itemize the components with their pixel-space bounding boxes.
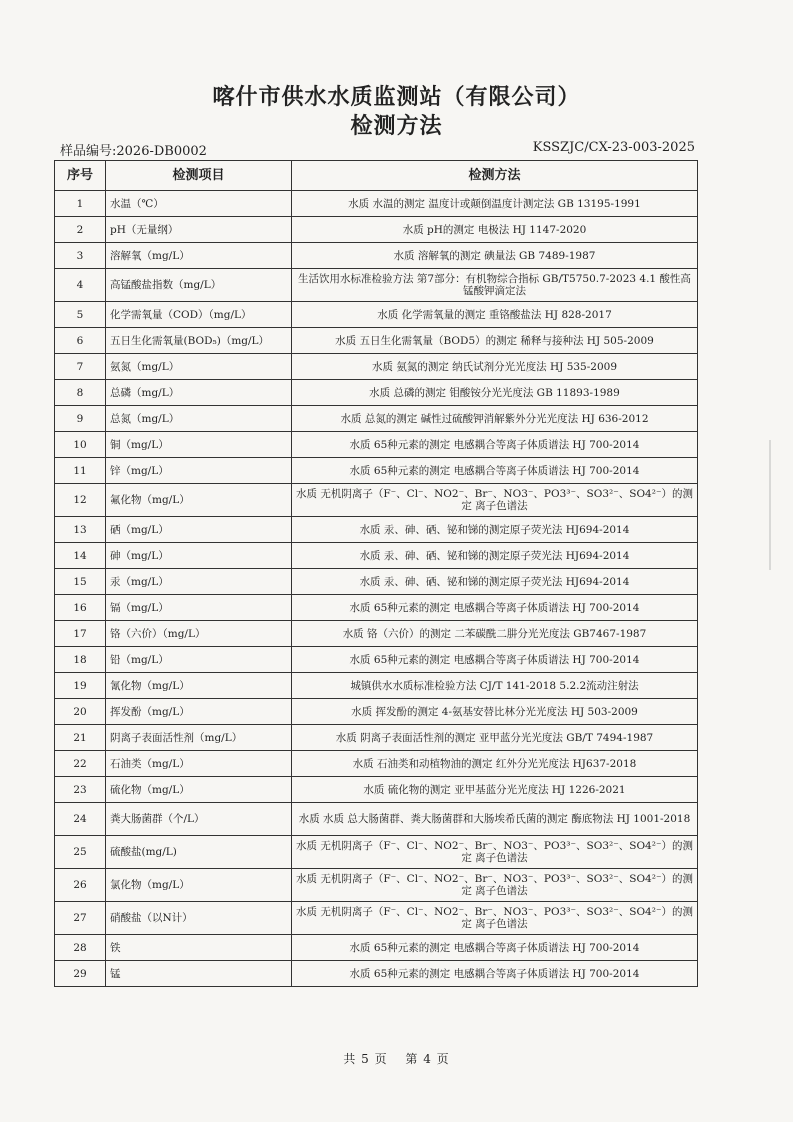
header-method: 检测方法	[292, 161, 698, 191]
row-number: 9	[55, 406, 106, 432]
table-row	[55, 458, 698, 484]
table-row	[55, 673, 698, 699]
row-number: 25	[55, 836, 106, 869]
row-method: 水质 65种元素的测定 电感耦合等离子体质谱法 HJ 700-2014	[292, 961, 698, 987]
table-row	[55, 217, 698, 243]
row-number: 15	[55, 569, 106, 595]
row-number: 18	[55, 647, 106, 673]
row-item: 总磷（mg/L）	[106, 380, 292, 406]
row-method: 城镇供水水质标准检验方法 CJ/T 141-2018 5.2.2流动注射法	[292, 673, 698, 699]
row-item: 挥发酚（mg/L）	[106, 699, 292, 725]
row-number: 3	[55, 243, 106, 269]
table-row	[55, 354, 698, 380]
row-method: 水质 氨氮的测定 纳氏试剂分光光度法 HJ 535-2009	[292, 354, 698, 380]
row-item: 铜（mg/L）	[106, 432, 292, 458]
row-number: 2	[55, 217, 106, 243]
table-row	[55, 751, 698, 777]
row-method: 水质 溶解氧的测定 碘量法 GB 7489-1987	[292, 243, 698, 269]
row-method: 水质 65种元素的测定 电感耦合等离子体质谱法 HJ 700-2014	[292, 432, 698, 458]
table-row	[55, 569, 698, 595]
table-row	[55, 543, 698, 569]
row-item: 硫化物（mg/L）	[106, 777, 292, 803]
row-method: 水质 65种元素的测定 电感耦合等离子体质谱法 HJ 700-2014	[292, 935, 698, 961]
row-method: 水质 挥发酚的测定 4-氨基安替比林分光光度法 HJ 503-2009	[292, 699, 698, 725]
table-row	[55, 269, 698, 302]
row-number: 17	[55, 621, 106, 647]
row-method: 生活饮用水标准检验方法 第7部分：有机物综合指标 GB/T5750.7-2023 4.1 酸性高锰酸钾滴定法	[292, 269, 698, 302]
row-method: 水质 铬（六价）的测定 二苯碳酰二肼分光光度法 GB7467-1987	[292, 621, 698, 647]
row-item: pH（无量纲）	[106, 217, 292, 243]
row-item: 铁	[106, 935, 292, 961]
row-item: 氯化物（mg/L）	[106, 869, 292, 902]
row-item: 高锰酸盐指数（mg/L）	[106, 269, 292, 302]
table-row	[55, 935, 698, 961]
table-row	[55, 484, 698, 517]
row-method: 水质 汞、砷、硒、铋和锑的测定原子荧光法 HJ694-2014	[292, 543, 698, 569]
row-item: 阴离子表面活性剂（mg/L）	[106, 725, 292, 751]
document-subtitle: 检测方法	[350, 113, 443, 139]
row-item: 砷（mg/L）	[106, 543, 292, 569]
row-method: 水质 化学需氧量的测定 重铬酸盐法 HJ 828-2017	[292, 302, 698, 328]
table-row	[55, 302, 698, 328]
table-row	[55, 380, 698, 406]
table-row	[55, 328, 698, 354]
row-method: 水质 水温的测定 温度计或颠倒温度计测定法 GB 13195-1991	[292, 191, 698, 217]
row-number: 20	[55, 699, 106, 725]
row-method: 水质 石油类和动植物油的测定 红外分光光度法 HJ637-2018	[292, 751, 698, 777]
row-item: 硝酸盐（以N计）	[106, 902, 292, 935]
table-row	[55, 777, 698, 803]
row-method: 水质 汞、砷、硒、铋和锑的测定原子荧光法 HJ694-2014	[292, 517, 698, 543]
row-method: 水质 水质 总大肠菌群、粪大肠菌群和大肠埃希氏菌的测定 酶底物法 HJ 1001-2018	[292, 803, 698, 836]
row-number: 27	[55, 902, 106, 935]
row-number: 23	[55, 777, 106, 803]
row-item: 总氮（mg/L）	[106, 406, 292, 432]
header-no: 序号	[55, 161, 106, 191]
row-number: 28	[55, 935, 106, 961]
table-row	[55, 647, 698, 673]
page-edge-mark	[769, 440, 793, 570]
table-row	[55, 725, 698, 751]
row-item: 五日生化需氧量(BOD₅)（mg/L）	[106, 328, 292, 354]
table-row	[55, 406, 698, 432]
row-method: 水质 65种元素的测定 电感耦合等离子体质谱法 HJ 700-2014	[292, 458, 698, 484]
row-number: 29	[55, 961, 106, 987]
row-item: 镉（mg/L）	[106, 595, 292, 621]
row-method: 水质 65种元素的测定 电感耦合等离子体质谱法 HJ 700-2014	[292, 647, 698, 673]
row-method: 水质 五日生化需氧量（BOD5）的测定 稀释与接种法 HJ 505-2009	[292, 328, 698, 354]
header-item: 检测项目	[106, 161, 292, 191]
row-item: 化学需氧量（COD）（mg/L）	[106, 302, 292, 328]
row-item: 石油类（mg/L）	[106, 751, 292, 777]
sample-number: 样品编号:2026-DB0002	[60, 144, 207, 159]
row-number: 7	[55, 354, 106, 380]
row-number: 13	[55, 517, 106, 543]
table-row	[55, 699, 698, 725]
row-method: 水质 无机阴离子（F⁻、Cl⁻、NO2⁻、Br⁻、NO3⁻、PO3³⁻、SO3²⁻、SO4²⁻）的测定 离子色谱法	[292, 902, 698, 935]
table-row	[55, 803, 698, 836]
row-item: 氟化物（mg/L）	[106, 484, 292, 517]
page-footer: 共 5 页 第 4 页	[343, 1052, 450, 1066]
row-method: 水质 65种元素的测定 电感耦合等离子体质谱法 HJ 700-2014	[292, 595, 698, 621]
row-method: 水质 总氮的测定 碱性过硫酸钾消解紫外分光光度法 HJ 636-2012	[292, 406, 698, 432]
table-row	[55, 191, 698, 217]
row-number: 16	[55, 595, 106, 621]
row-method: 水质 pH的测定 电极法 HJ 1147-2020	[292, 217, 698, 243]
methods-table	[54, 160, 698, 987]
document-number: KSSZJC/CX-23-003-2025	[532, 140, 695, 155]
row-number: 1	[55, 191, 106, 217]
row-item: 硒（mg/L）	[106, 517, 292, 543]
row-number: 21	[55, 725, 106, 751]
table-row	[55, 869, 698, 902]
row-item: 铬（六价）（mg/L）	[106, 621, 292, 647]
table-row	[55, 595, 698, 621]
row-item: 汞（mg/L）	[106, 569, 292, 595]
row-number: 8	[55, 380, 106, 406]
row-item: 锌（mg/L）	[106, 458, 292, 484]
table-header-row	[55, 161, 698, 191]
row-item: 水温（℃）	[106, 191, 292, 217]
table-row	[55, 432, 698, 458]
row-number: 22	[55, 751, 106, 777]
row-item: 锰	[106, 961, 292, 987]
table-body	[55, 191, 698, 987]
row-number: 6	[55, 328, 106, 354]
table-row	[55, 517, 698, 543]
row-item: 氰化物（mg/L）	[106, 673, 292, 699]
row-method: 水质 硫化物的测定 亚甲基蓝分光光度法 HJ 1226-2021	[292, 777, 698, 803]
table-row	[55, 836, 698, 869]
row-number: 12	[55, 484, 106, 517]
row-number: 11	[55, 458, 106, 484]
document-title: 喀什市供水水质监测站（有限公司）	[212, 84, 581, 110]
row-method: 水质 无机阴离子（F⁻、Cl⁻、NO2⁻、Br⁻、NO3⁻、PO3³⁻、SO3²⁻、SO4²⁻）的测定 离子色谱法	[292, 869, 698, 902]
row-item: 硫酸盐(mg/L)	[106, 836, 292, 869]
row-method: 水质 无机阴离子（F⁻、Cl⁻、NO2⁻、Br⁻、NO3⁻、PO3³⁻、SO3²⁻、SO4²⁻）的测定 离子色谱法	[292, 836, 698, 869]
row-number: 24	[55, 803, 106, 836]
row-item: 氨氮（mg/L）	[106, 354, 292, 380]
table-row	[55, 902, 698, 935]
table-row	[55, 621, 698, 647]
row-method: 水质 阴离子表面活性剂的测定 亚甲蓝分光光度法 GB/T 7494-1987	[292, 725, 698, 751]
row-method: 水质 总磷的测定 钼酸铵分光光度法 GB 11893-1989	[292, 380, 698, 406]
row-number: 4	[55, 269, 106, 302]
row-item: 粪大肠菌群（个/L）	[106, 803, 292, 836]
row-number: 10	[55, 432, 106, 458]
row-number: 5	[55, 302, 106, 328]
row-method: 水质 无机阴离子（F⁻、Cl⁻、NO2⁻、Br⁻、NO3⁻、PO3³⁻、SO3²⁻、SO4²⁻）的测定 离子色谱法	[292, 484, 698, 517]
row-item: 溶解氧（mg/L）	[106, 243, 292, 269]
table-row	[55, 243, 698, 269]
row-number: 26	[55, 869, 106, 902]
row-number: 14	[55, 543, 106, 569]
table-row	[55, 961, 698, 987]
row-item: 铅（mg/L）	[106, 647, 292, 673]
row-method: 水质 汞、砷、硒、铋和锑的测定原子荧光法 HJ694-2014	[292, 569, 698, 595]
row-number: 19	[55, 673, 106, 699]
